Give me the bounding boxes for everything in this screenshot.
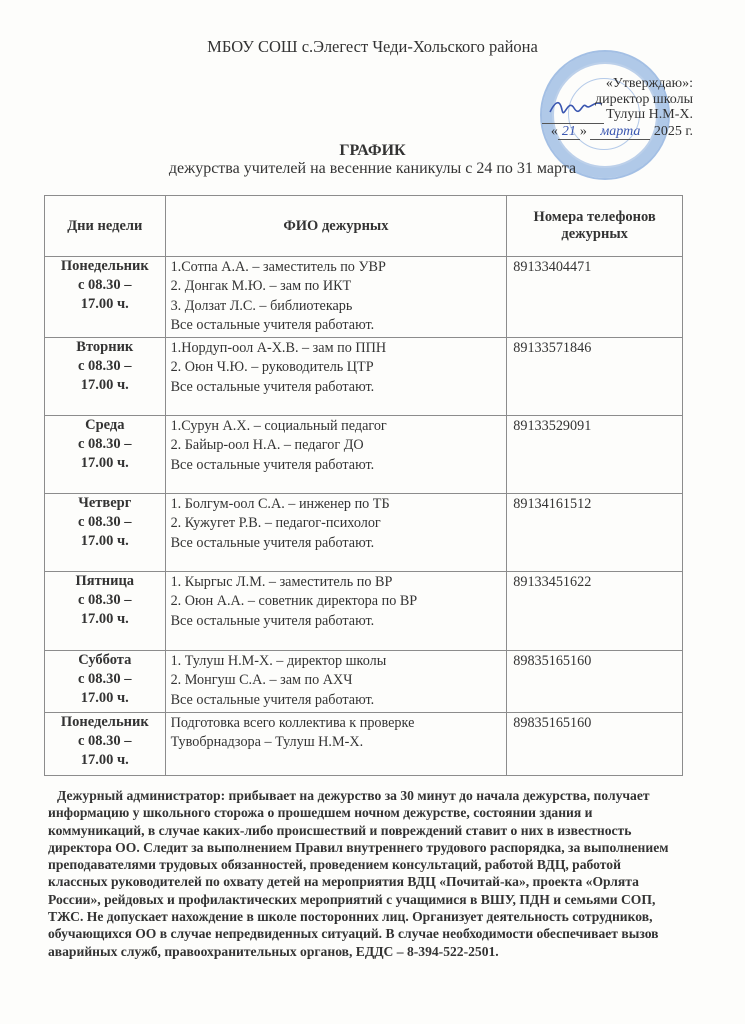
duty-staff-line: 2. Донгак М.Ю. – зам по ИКТ — [170, 278, 352, 295]
document-subtitle: дежурства учителей на весенние каникулы с 24 по 31 марта — [168, 160, 577, 177]
duty-staff-line: 1. Болгум-оол С.А. – инженер по ТБ — [170, 496, 390, 513]
duty-time: 17.00 ч. — [80, 296, 129, 312]
day-name: Понедельник — [60, 714, 149, 731]
duty-time: с 08.30 – — [78, 436, 132, 453]
day-name: Среда — [85, 417, 125, 434]
duty-time: 17.00 ч. — [80, 690, 129, 707]
duty-staff-line: 2. Оюн Ч.Ю. – руководитель ЦТР — [170, 359, 374, 376]
date-quote-close: » — [579, 123, 587, 139]
day-cell — [45, 257, 166, 338]
duty-staff-cell — [165, 713, 507, 776]
duty-staff-line: 3. Долзат Л.С. – библиотекарь — [170, 297, 353, 314]
date-quote-open: « — [550, 123, 558, 139]
duty-staff-cell — [165, 572, 507, 651]
duty-staff-line: 2. Монгуш С.А. – зам по АХЧ — [170, 672, 353, 689]
duty-time: с 08.30 – — [78, 671, 132, 688]
duty-staff-line: 2. Оюн А.А. – советник директора по ВР — [170, 593, 418, 610]
table-row — [45, 494, 683, 572]
duty-administrator-instructions: Дежурный администратор: прибывает на дежурство за 30 минут до начала дежурства, получает информацию у школьного сторожа о прошедшем ночном дежурстве, состоянии здания и коммуникаций, в случае каких-либо происшествий и повреждений ставит о них в известность директора ОО. Следит за выполнением Правил внутреннего трудового распорядка, за выполнением преподавателями трудовых обязанностей, проведением консультаций, работой ВДЦ, работой классных руководителей по охвату детей на мероприятия ВДЦ «Почитай-ка», проекта «Орлята России», рейдовых и профилактических мероприятий с учащимися в ВШУ, ПДН и семьями СОП, ТЖС. Не допускает нахождение в школе посторонних лиц. Организует деятельность сотрудников, обучающихся ОО в случае непредвиденных ситуаций. В случае необходимости обеспечивает вызов аварийных служб, правоохранительных органов, ЕДДС – 8-394-522-2501. — [48, 788, 669, 959]
column-header-days: Дни недели — [45, 196, 166, 257]
table-row — [45, 257, 683, 338]
duty-staff-cell — [165, 494, 507, 572]
day-name: Суббота — [78, 652, 132, 669]
table-header-row — [45, 196, 683, 257]
phone-cell: 89835165160 — [507, 651, 683, 713]
table-row — [45, 416, 683, 494]
approval-position: директор школы — [595, 91, 693, 107]
duty-time: с 08.30 – — [78, 358, 132, 375]
duty-staff-cell — [165, 338, 507, 416]
day-name: Пятница — [75, 573, 135, 590]
duty-staff-line: 1.Сотпа А.А. – заместитель по УВР — [170, 259, 386, 275]
signature-blank — [542, 107, 604, 124]
day-cell — [45, 416, 166, 494]
duty-staff-cell — [165, 651, 507, 713]
duty-staff-line: Все остальные учителя работают. — [170, 378, 375, 395]
duty-staff-line: Все остальные учителя работают. — [170, 316, 375, 333]
approval-date — [542, 124, 693, 141]
duty-schedule-table — [44, 195, 683, 776]
duty-staff-line: Все остальные учителя работают. — [170, 691, 375, 708]
duty-staff-line: 1. Тулуш Н.М-Х. – директор школы — [170, 653, 387, 670]
duty-staff-line: 1.Сурун А.Х. – социальный педагог — [170, 418, 387, 435]
duty-staff-cell — [165, 257, 507, 338]
day-name: Вторник — [76, 339, 134, 356]
duty-time: с 08.30 – — [78, 277, 132, 293]
day-cell — [45, 572, 166, 651]
approval-block — [542, 76, 693, 140]
duty-time: 17.00 ч. — [80, 533, 129, 550]
duty-time: 17.00 ч. — [80, 611, 129, 628]
phone-cell: 89133529091 — [507, 416, 683, 494]
day-name: Четверг — [78, 495, 132, 512]
duty-time: с 08.30 – — [78, 733, 132, 750]
phone-cell: 89133451622 — [507, 572, 683, 651]
duty-time: 17.00 ч. — [80, 455, 129, 472]
day-cell — [45, 713, 166, 776]
table-row — [45, 651, 683, 713]
table-row — [45, 713, 683, 776]
organization-name: МБОУ СОШ с.Элегест Чеди-Хольского района — [207, 37, 538, 56]
phone-cell: 89133571846 — [507, 338, 683, 416]
duty-time: 17.00 ч. — [80, 377, 129, 394]
approval-name: Тулуш Н.М-Х. — [606, 107, 693, 122]
duty-staff-line: Тувобрнадзора – Тулуш Н.М-Х. — [170, 734, 364, 751]
day-name: Понедельник — [60, 258, 149, 274]
approval-label: «Утверждаю»: — [605, 76, 693, 91]
day-cell — [45, 651, 166, 713]
duty-time: с 08.30 – — [78, 592, 132, 609]
table-row — [45, 338, 683, 416]
duty-staff-cell — [165, 416, 507, 494]
day-cell — [45, 494, 166, 572]
approval-date-year: 2025 г. — [653, 123, 693, 139]
approval-date-month: марта — [590, 124, 650, 141]
column-header-names: ФИО дежурных — [165, 196, 507, 257]
phone-cell: 89835165160 — [507, 713, 683, 776]
duty-staff-line: Все остальные учителя работают. — [170, 456, 375, 473]
duty-staff-line: Все остальные учителя работают. — [170, 534, 375, 551]
duty-staff-line: 2. Байыр-оол Н.А. – педагог ДО — [170, 437, 364, 454]
duty-staff-line: Подготовка всего коллектива к проверке — [170, 715, 415, 732]
approval-date-day: 21 — [558, 124, 580, 141]
duty-time: 17.00 ч. — [80, 752, 129, 769]
document-title: ГРАФИК — [339, 142, 406, 159]
duty-staff-line: Все остальные учителя работают. — [170, 612, 375, 629]
column-header-phones: Номера телефонов дежурных — [507, 196, 683, 257]
duty-staff-line: 1. Кыргыс Л.М. – заместитель по ВР — [170, 574, 393, 591]
day-cell — [45, 338, 166, 416]
table-row — [45, 572, 683, 651]
approval-signature-line — [542, 107, 693, 124]
phone-cell: 89133404471 — [507, 257, 683, 338]
phone-cell: 89134161512 — [507, 494, 683, 572]
duty-staff-line: 2. Кужугет Р.В. – педагог-психолог — [170, 515, 381, 532]
duty-staff-line: 1.Нордуп-оол А-Х.В. – зам по ППН — [170, 340, 387, 357]
duty-time: с 08.30 – — [78, 514, 132, 531]
